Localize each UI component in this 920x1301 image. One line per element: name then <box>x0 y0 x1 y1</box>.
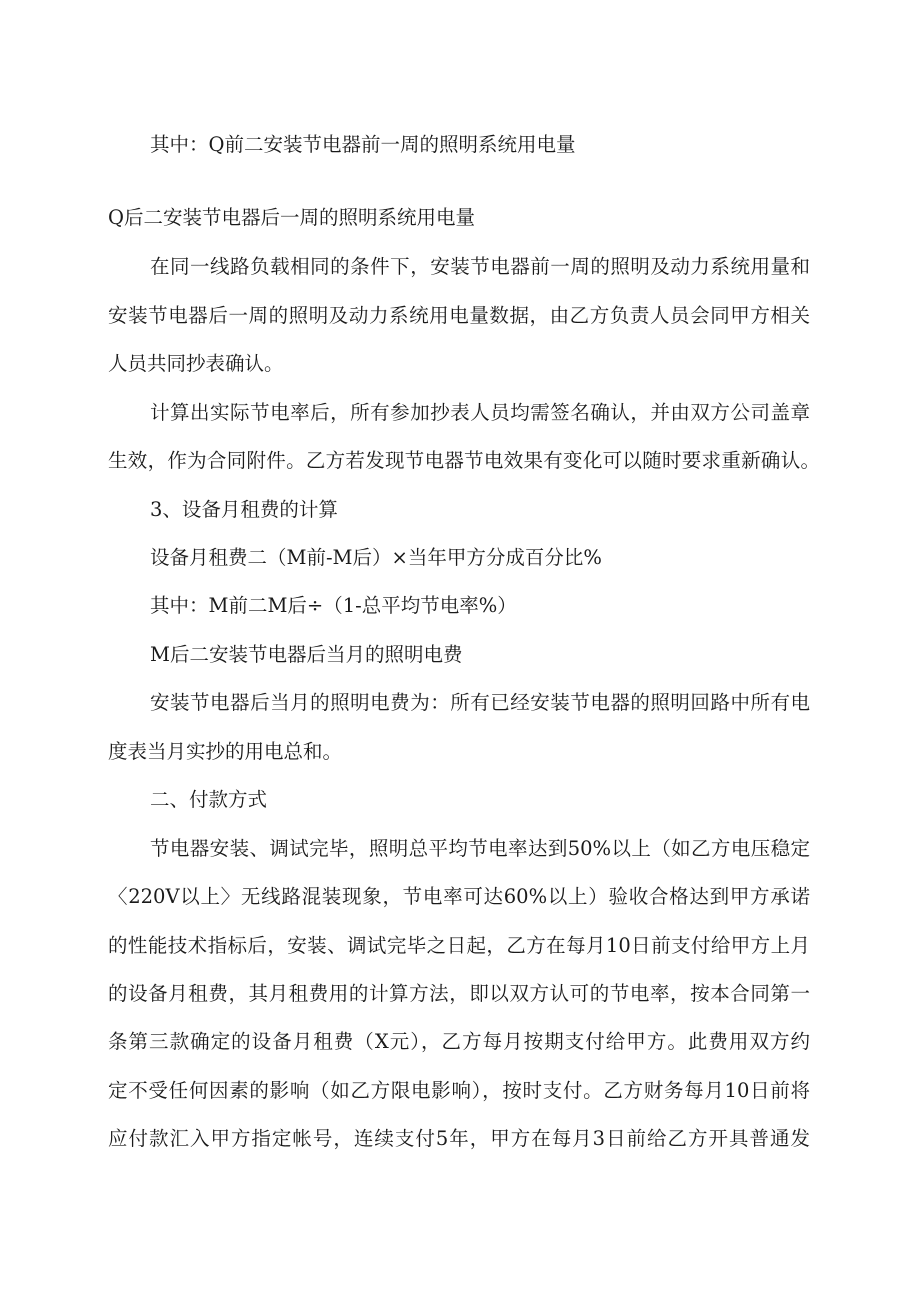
text-line: 安装节电器后当月的照明电费为：所有已经安装节电器的照明回路中所有电 <box>150 691 810 714</box>
section-heading: 二、付款方式 <box>150 788 268 811</box>
section-heading: 3、设备月租费的计算 <box>150 498 338 521</box>
text-line: 条第三款确定的设备月租费（X元），乙方每月按期支付给甲方。此费用双方约 <box>108 1030 810 1053</box>
text-line: 生效，作为合同附件。乙方若发现节电器节电效果有变化可以随时要求重新确认。 <box>108 449 820 472</box>
text-line: 计算出实际节电率后，所有参加抄表人员均需签名确认，并由双方公司盖章 <box>150 401 810 424</box>
text-line: 的性能技术指标后，安装、调试完毕之日起，乙方在每月10日前支付给甲方上月 <box>108 934 810 957</box>
text-line: M后二安装节电器后当月的照明电费 <box>150 643 463 666</box>
text-line: 的设备月租费，其月租费用的计算方法，即以双方认可的节电率，按本合同第一 <box>108 982 810 1005</box>
text-line: 人员共同抄表确认。 <box>108 352 284 375</box>
text-line: 其中：M前二M后÷（1-总平均节电率%） <box>150 594 517 617</box>
text-line: Q后二安装节电器后一周的照明系统用电量 <box>108 206 475 229</box>
text-line: 节电器安装、调试完毕，照明总平均节电率达到50%以上（如乙方电压稳定 <box>150 837 810 860</box>
text-line: 其中：Q前二安装节电器前一周的照明系统用电量 <box>150 133 576 156</box>
text-line: 应付款汇入甲方指定帐号，连续支付5年，甲方在每月3日前给乙方开具普通发 <box>108 1127 810 1150</box>
text-line: 度表当月实抄的用电总和。 <box>108 740 343 763</box>
text-line: 〈220V以上〉无线路混装现象，节电率可达60%以上）验收合格达到甲方承诺 <box>108 885 810 908</box>
text-line: 安装节电器后一周的照明及动力系统用电量数据，由乙方负责人员会同甲方相关 <box>108 304 810 327</box>
text-line: 设备月租费二（M前-M后）×当年甲方分成百分比% <box>150 546 602 569</box>
text-line: 定不受任何因素的影响（如乙方限电影响），按时支付。乙方财务每月10日前将 <box>108 1079 810 1102</box>
text-line: 在同一线路负载相同的条件下，安装节电器前一周的照明及动力系统用量和 <box>150 255 810 278</box>
